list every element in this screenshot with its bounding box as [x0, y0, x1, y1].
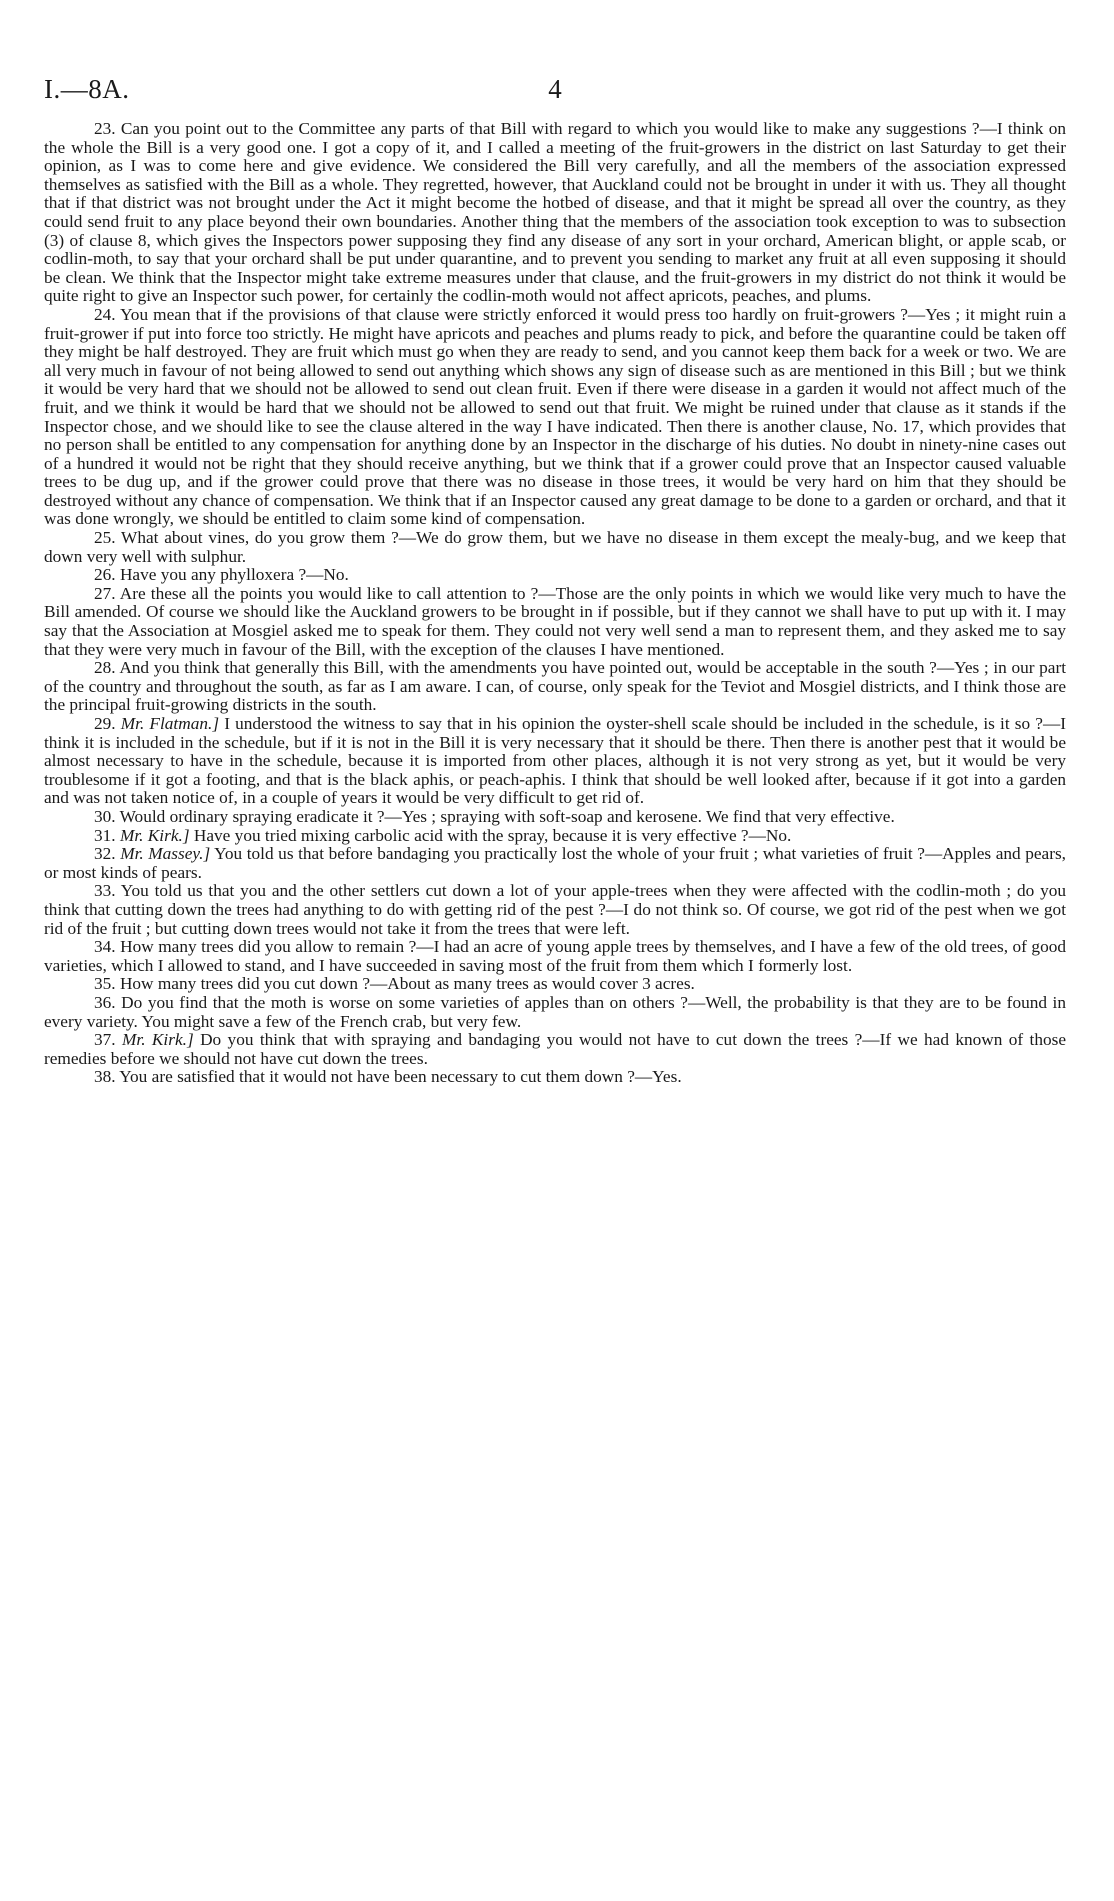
paragraph-text: You are satisfied that it would not have been necessary to cut them down ?—Yes.	[119, 1067, 682, 1087]
evidence-paragraph	[44, 975, 1066, 994]
question-number: 32.	[94, 844, 116, 864]
question-number: 37.	[94, 1030, 116, 1050]
evidence-paragraph	[44, 1068, 1066, 1087]
paragraph-text: Do you find that the moth is worse on some varieties of apples than on others ?—Well, the probability is that they are to be found in every variety. You might save a few of the French crab, but very few.	[44, 992, 1066, 1031]
paragraph-text: I understood the witness to say that in his opinion the oyster-shell scale should be included in the schedule, is it so ?—I think it is included in the schedule, but if it is not in the Bill it is very necessary that it should be there. Then there is another pest that it would be almost necessary to have in the schedule, because it is imported from other places, although it is not very strong as yet, but it would be very troublesome if it got a footing, and that is the black aphis, or peach-aphis. I think that should be well looked after, because if it got into a garden and was not taken notice of, in a couple of years it would be very difficult to get rid of.	[44, 714, 1067, 808]
evidence-paragraph	[44, 659, 1066, 715]
question-number: 27.	[94, 583, 116, 603]
question-number: 25.	[94, 528, 116, 548]
document-page	[44, 72, 1066, 1087]
paragraph-text: How many trees did you allow to remain ?—I had an acre of young apple trees by themselves, and I have a few of the old trees, of good varieties, which I allowed to stand, and I have succeeded in saving most of the fruit from them which I formerly lost.	[44, 937, 1066, 975]
speaker-name: Mr. Flatman.]	[120, 714, 220, 733]
question-number: 26.	[94, 565, 116, 585]
question-number: 38.	[94, 1067, 116, 1087]
question-number: 28.	[94, 658, 116, 678]
evidence-paragraph	[44, 566, 1066, 585]
speaker-name: Mr. Kirk.]	[119, 825, 190, 845]
question-number: 33.	[94, 881, 116, 901]
speaker-name: Mr. Kirk.]	[122, 1030, 194, 1050]
paragraph-text: You told us that you and the other settlers cut down a lot of your apple-trees when they were affected with the codlin-moth ; do you think that cutting down the trees had anything to do with getting rid of the pest ?—I do not think so. Of course, we got rid of the pest when we got rid of the fruit ; but cutting down trees would not take it from the trees that were left.	[44, 881, 1066, 938]
question-number: 31.	[94, 825, 116, 845]
paragraph-text: Do you think that with spraying and bandaging you would not have to cut down the trees ?—If we had known of those remedies before we should not have cut down the trees.	[44, 1030, 1066, 1068]
evidence-paragraph	[44, 938, 1066, 975]
evidence-paragraph	[44, 529, 1066, 566]
speaker-name: Mr. Massey.]	[120, 844, 211, 864]
paragraph-text: And you think that generally this Bill, with the amendments you have pointed out, would be acceptable in the south ?—Yes ; in our part of the country and throughout the south, as far as I am aware. I can, of course, only speak for the Teviot and Mosgiel districts, and I think those are the principal fruit-growing districts in the south.	[44, 658, 1066, 715]
question-number: 30.	[94, 806, 116, 826]
question-number: 23.	[94, 119, 116, 138]
question-number: 29.	[94, 714, 116, 733]
paragraph-text: Can you point out to the Committee any parts of that Bill with regard to which you would like to make any suggestions ?—I think on the whole the Bill is a very good one. I got a copy of it, and I called a meeting of the fruit-growers in the district on last Saturday to get their opinion, as I was to come here and give evidence. We considered the Bill very carefully, and all the members of the association expressed themselves as satisfied with the Bill as a whole. They regretted, however, that Auckland could not be brought in under it with us. They all thought that if that district was not brought under the Act it might become the hotbed of disease, and that it might be spread all over the country, as they could send fruit to any place beyond their own boundaries. Another thing that the members of the association took exception to was to subsection (3) of clause 8, which gives the Inspectors power supposing they find any disease of any sort in your orchard, American blight, or apple scab, or codlin-moth, to say that your orchard shall be put under quarantine, and to prevent you sending to market any fruit at all even supposing it should be clean. We think that the Inspector might take extreme measures under that clause, and the fruit-growers in my district do not think it would be quite right to give an Inspector such power, for certainly the codlin-moth would not affect apricots, peaches, and plums.	[44, 119, 1066, 306]
evidence-paragraph	[44, 827, 1066, 846]
paragraph-text: Are these all the points you would like to call attention to ?—Those are the only points in which we would like very much to have the Bill amended. Of course we should like the Auckland growers to be brought in if possible, but if they cannot we shall have to put up with it. I may say that the Association at Mosgiel asked me to speak for them. They could not very well send a man to represent them, and they asked me to say that they were very much in favour of the Bill, with the exception of the clauses I have mentioned.	[44, 583, 1066, 659]
evidence-paragraph	[44, 808, 1066, 827]
evidence-paragraph	[44, 120, 1066, 306]
evidence-paragraph	[44, 585, 1066, 659]
evidence-text	[44, 120, 1066, 1087]
question-number: 24.	[94, 304, 116, 324]
evidence-paragraph	[44, 715, 1066, 808]
paragraph-text: What about vines, do you grow them ?—We do grow them, but we have no disease in them except the mealy-bug, and we keep that down very well with sulphur.	[44, 528, 1066, 566]
page-number: 4	[548, 74, 562, 104]
question-number: 34.	[94, 937, 116, 957]
evidence-paragraph	[44, 1031, 1066, 1068]
evidence-paragraph	[44, 882, 1066, 938]
paragraph-text: Would ordinary spraying eradicate it ?—Yes ; spraying with soft-soap and kerosene. We find that very effective.	[119, 806, 895, 826]
question-number: 35.	[94, 974, 116, 994]
paragraph-text: You told us that before bandaging you practically lost the whole of your fruit ; what varieties of fruit ?—Apples and pears, or most kinds of pears.	[44, 844, 1067, 882]
question-number: 36.	[94, 992, 116, 1012]
evidence-paragraph	[44, 306, 1066, 529]
document-reference: I.—8A.	[44, 74, 130, 104]
evidence-paragraph	[44, 994, 1066, 1031]
page-header	[44, 72, 1066, 112]
paragraph-text: You mean that if the provisions of that clause were strictly enforced it would press too hardly on fruit-growers ?—Yes ; it might ruin a fruit-grower if put into force too strictly. He might have apricots and peaches and plums ready to pick, and before the quarantine could be taken off they might be half destroyed. They are fruit which must go when they are ready to send, and you cannot keep them back for a week or two. We are all very much in favour of not being allowed to send out anything which shows any sign of disease such as are mentioned in this Bill ; but we think it would be very hard that we should not be allowed to send out clean fruit. Even if there were disease in a garden it would not affect much of the fruit, and we think it would be hard that we should not be allowed to send out that fruit. We might be ruined under that clause as it stands if the Inspector chose, and we should like to see the clause altered in the way I have indicated. Then there is another clause, No. 17, which provides that no person shall be entitled to any compensation for anything done by an Inspector in the discharge of his duties. No doubt in ninety-nine cases out of a hundred it would not be right that they should receive anything, but we think that if a grower could prove that an Inspector caused valuable trees to be dug up, and if the grower could prove that there was no disease in those trees, it would be very hard on him that they should be destroyed without any chance of compensation. We think that if an Inspector caused any great damage to be done to a garden or orchard, and that it was done wrongly, we should be entitled to claim some kind of compensation.	[44, 304, 1066, 529]
paragraph-text: How many trees did you cut down ?—About as many trees as would cover 3 acres.	[119, 974, 695, 994]
evidence-paragraph	[44, 845, 1066, 882]
paragraph-text: Have you any phylloxera ?—No.	[119, 565, 349, 585]
paragraph-text: Have you tried mixing carbolic acid with the spray, because it is very effective ?—No.	[193, 825, 792, 845]
